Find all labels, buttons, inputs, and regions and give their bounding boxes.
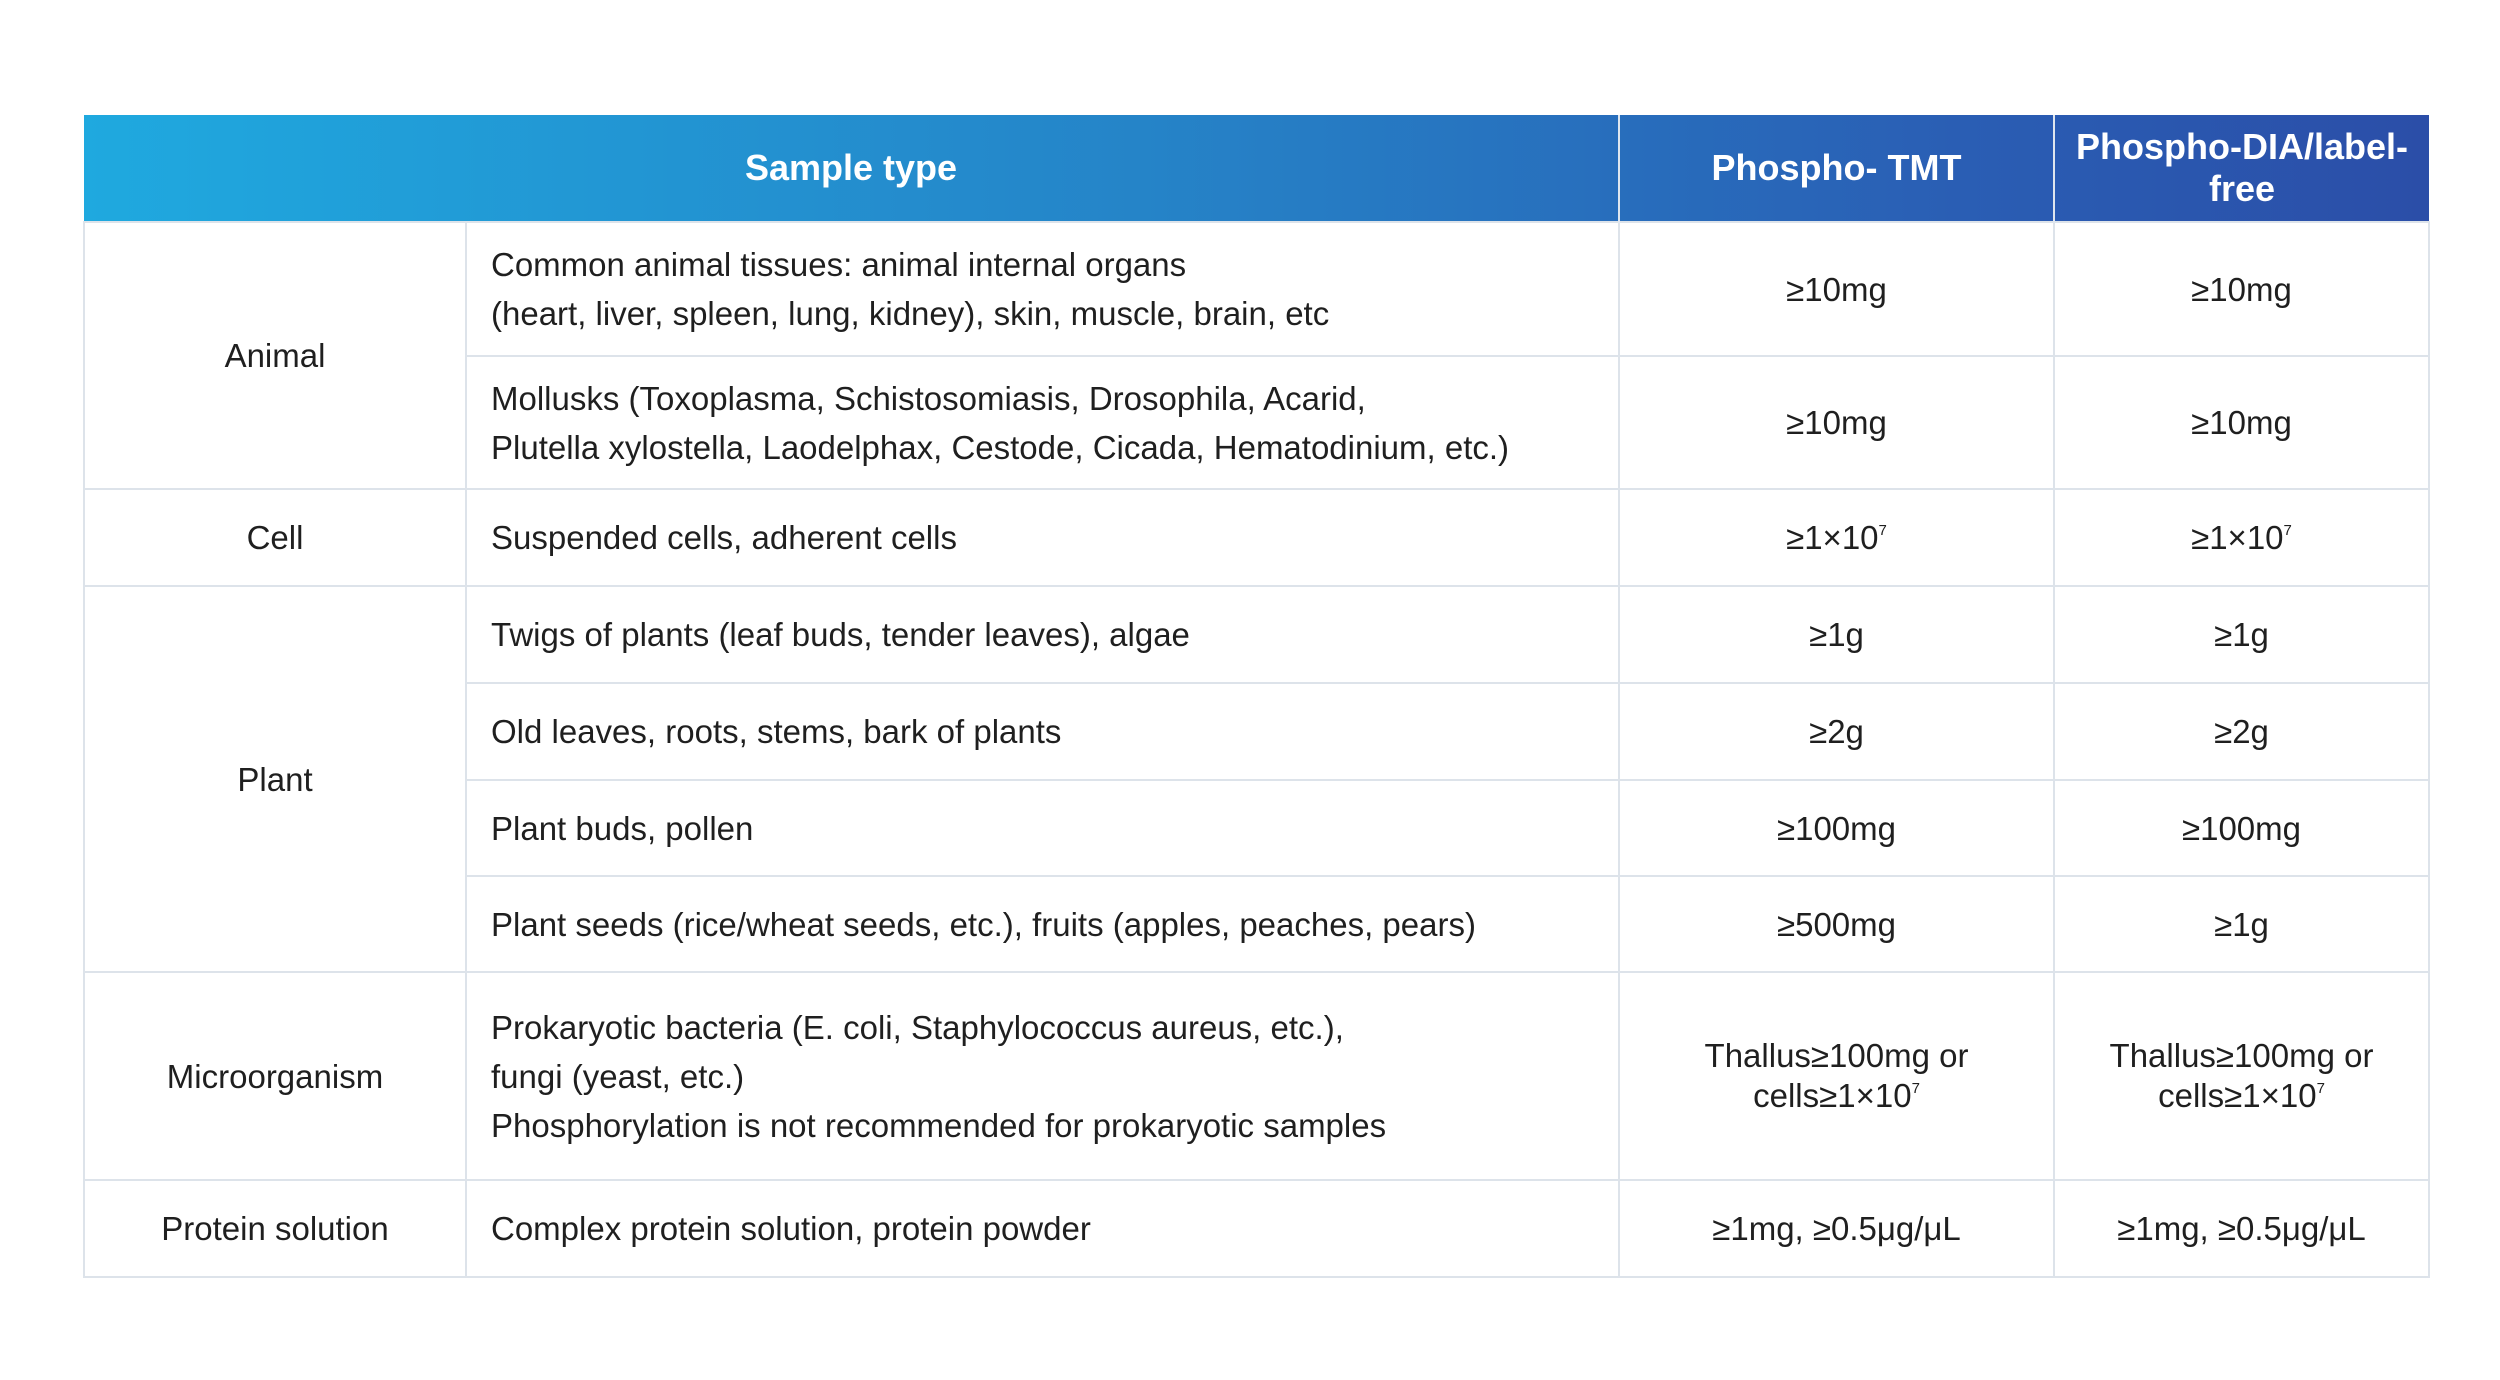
table-row: [84, 222, 2429, 356]
tmt-amount: ≥1mg, ≥0.5μg/μL: [1619, 1180, 2054, 1277]
table-row: [84, 489, 2429, 586]
sample-description: Suspended cells, adherent cells: [466, 489, 1619, 586]
tmt-amount: ≥500mg: [1619, 876, 2054, 972]
description-line: Plutella xylostella, Laodelphax, Cestode, Cicada, Hematodinium, etc.): [491, 428, 1510, 466]
dia-amount: ≥2g: [2054, 683, 2429, 780]
tmt-amount: ≥2g: [1619, 683, 2054, 780]
dia-amount: ≥100mg: [2054, 780, 2429, 876]
amount-exponent: 7: [2316, 1080, 2325, 1097]
sample-description: Plant seeds (rice/wheat seeds, etc.), fruits (apples, peaches, pears): [466, 876, 1619, 972]
table-row: [84, 972, 2429, 1180]
requirements-table-container: [83, 115, 2428, 1278]
header-phospho-dia: Phospho-DIA/label-free: [2076, 126, 2408, 209]
amount-exponent: 7: [2283, 522, 2292, 539]
amount-exponent: 7: [1878, 522, 1887, 539]
amount-base: cells≥1×10: [2158, 1077, 2317, 1114]
header-row: [84, 115, 2429, 222]
sample-description: [466, 356, 1619, 489]
description-line: (heart, liver, spleen, lung, kidney), skin, muscle, brain, etc: [491, 295, 1330, 332]
amount-exponent: 7: [1911, 1080, 1920, 1097]
group-animal: Animal: [84, 222, 466, 489]
description-line: fungi (yeast, etc.): [491, 1057, 745, 1095]
amount-base: ≥1×10: [1786, 519, 1879, 556]
table-row: [84, 586, 2429, 683]
header-phospho-tmt: Phospho- TMT: [1619, 115, 2054, 222]
tmt-amount: ≥10mg: [1619, 356, 2054, 489]
description-line: Prokaryotic bacteria (E. coli, Staphylococcus aureus, etc.),: [491, 1008, 1344, 1046]
amount-line: Thallus≥100mg or: [2109, 1037, 2374, 1074]
header-sample-type: Sample type: [84, 115, 1619, 222]
description-line: Common animal tissues: animal internal organs: [491, 246, 1187, 283]
tmt-amount: ≥1g: [1619, 586, 2054, 683]
group-microorganism: Microorganism: [84, 972, 466, 1180]
sample-description: [466, 972, 1619, 1180]
amount-base: ≥1×10: [2191, 519, 2284, 556]
dia-amount: ≥10mg: [2054, 222, 2429, 356]
tmt-amount: ≥100mg: [1619, 780, 2054, 876]
sample-description: Complex protein solution, protein powder: [466, 1180, 1619, 1277]
dia-amount: ≥1mg, ≥0.5μg/μL: [2054, 1180, 2429, 1277]
sample-description: [466, 222, 1619, 356]
dia-amount: ≥1g: [2054, 586, 2429, 683]
sample-description: Old leaves, roots, stems, bark of plants: [466, 683, 1619, 780]
sample-description: Plant buds, pollen: [466, 780, 1619, 876]
tmt-amount: [1619, 489, 2054, 586]
dia-amount: [2054, 489, 2429, 586]
sample-requirements-table: [83, 115, 2430, 1278]
table-header: [84, 115, 2429, 222]
table-body: [84, 222, 2429, 1277]
amount-line: [2055, 1076, 2428, 1116]
description-line: Mollusks (Toxoplasma, Schistosomiasis, Drosophila, Acarid,: [491, 379, 1366, 417]
tmt-amount: ≥10mg: [1619, 222, 2054, 356]
dia-amount: ≥1g: [2054, 876, 2429, 972]
dia-amount: [2054, 972, 2429, 1180]
amount-base: cells≥1×10: [1753, 1077, 1912, 1114]
amount-line: Thallus≥100mg or: [1704, 1037, 1969, 1074]
table-row: [84, 1180, 2429, 1277]
amount-line: [1620, 1076, 2053, 1116]
group-plant: Plant: [84, 586, 466, 972]
dia-amount: ≥10mg: [2054, 356, 2429, 489]
group-cell: Cell: [84, 489, 466, 586]
description-line: Phosphorylation is not recommended for prokaryotic samples: [491, 1106, 1387, 1144]
tmt-amount: [1619, 972, 2054, 1180]
sample-description: Twigs of plants (leaf buds, tender leaves), algae: [466, 586, 1619, 683]
group-protein-solution: Protein solution: [84, 1180, 466, 1277]
